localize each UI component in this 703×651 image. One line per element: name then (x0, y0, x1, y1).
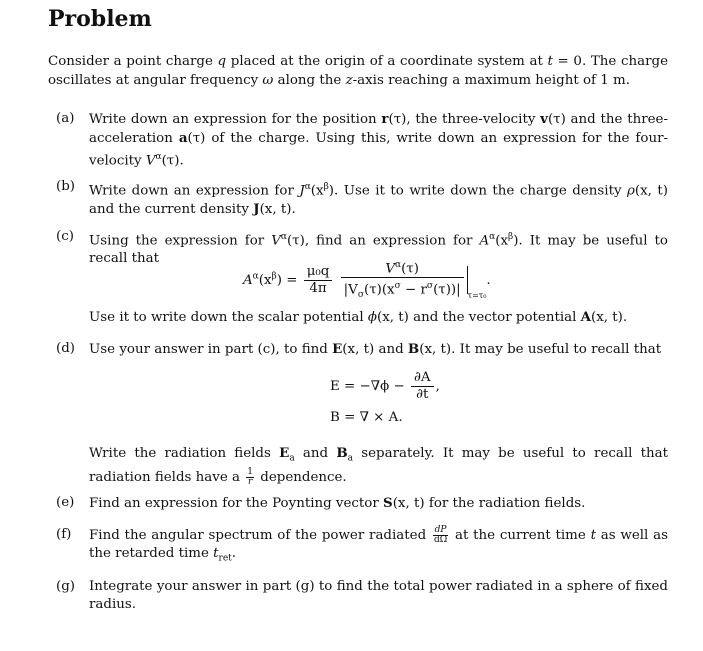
part-text: Using the expression for $V^\alpha(\tau)$, find an expression for $A^\alpha(x^\beta)$. It may be useful to recall that (89, 232, 668, 267)
part-text: Write the radiation fields $E_a$ and $B_a$ separately. It may be useful to recall that radiation fields have a $\frac{1}{r}$ dependence. (89, 445, 669, 487)
fraction-prefactor: $\frac{\text{μ₀q}}{4\pi}$ (304, 264, 333, 297)
fraction-partial: $\frac{\partial A}{\partial t}$ (411, 370, 434, 403)
problem-intro: Consider a point charge q placed at the origin of a coordinate system at t = 0. The charge oscillates at angular frequency ω along the z-axis reaching a maximum height of 1 m. (48, 54, 668, 88)
part-g (56, 578, 668, 614)
part-label: (c) (56, 229, 74, 244)
part-label: (f) (56, 527, 72, 542)
part-text: Use it to write down the scalar potential ϕ(x, t) and the vector potential A(x, t). (89, 309, 628, 325)
part-label: (a) (56, 111, 75, 126)
part-text: Use your answer in part (c), to find E(x, t) and B(x, t). It may be useful to recall that (89, 341, 662, 357)
part-label: (d) (56, 341, 76, 356)
part-label: (e) (56, 495, 75, 510)
part-text: Find an expression for the Poynting vector S(x, t) for the radiation fields. (89, 495, 586, 511)
part-label: (b) (56, 179, 76, 194)
part-text: Write down an expression for $J^\alpha(x^\beta)$. Use it to write down the charge density ρ(x, t) and the current density J(x, t). (89, 182, 668, 218)
fraction-main: $\frac{V^\alpha(\tau)}{|V_\sigma(\tau)(x^\sigma - r^\sigma(\tau))|}$ (341, 257, 464, 304)
fraction-dp-domega: $\frac{dP}{d\Omega}$ (433, 525, 448, 545)
page-title: Problem (48, 6, 152, 32)
part-f (56, 526, 668, 568)
part-d (56, 340, 668, 359)
part-a (56, 110, 668, 170)
equation-lienard-wiechert: $A^\alpha(x^\beta)$ = $\frac{\text{μ₀q}}{4\pi}$ $\frac{V^\alpha(\tau)}{|V_\sigma(\tau)(x^\sigma - r^\sigma(\tau))|}$ $_{\tau=\tau_0}$. (243, 257, 491, 304)
part-e (56, 494, 668, 513)
equation-magnetic-field: B = ∇ × A. (330, 410, 403, 425)
part-d-continued (56, 444, 668, 487)
fraction-one-over-r: $\frac{1}{r}$ (247, 466, 253, 487)
part-text: Write down an expression for the position r(τ), the three-velocity v(τ) and the three-acceleration a(τ) of the charge. Using this, write down an expression for the four-velocity $V^\alpha(\tau)$. (89, 111, 669, 169)
part-text: Find the angular spectrum of the power radiated $\frac{dP}{d\Omega}$ at the current time t as well as the retarded time $t_{ret}$. (89, 525, 668, 564)
part-c-continued (56, 308, 668, 327)
part-b (56, 178, 668, 219)
equation-electric-field: E = −∇ϕ − $\frac{\partial A}{\partial t}$ , (330, 370, 440, 402)
part-text: Integrate your answer in part (g) to find the total power radiated in a sphere of fixed radius. (89, 579, 668, 612)
part-label: (g) (56, 579, 76, 594)
